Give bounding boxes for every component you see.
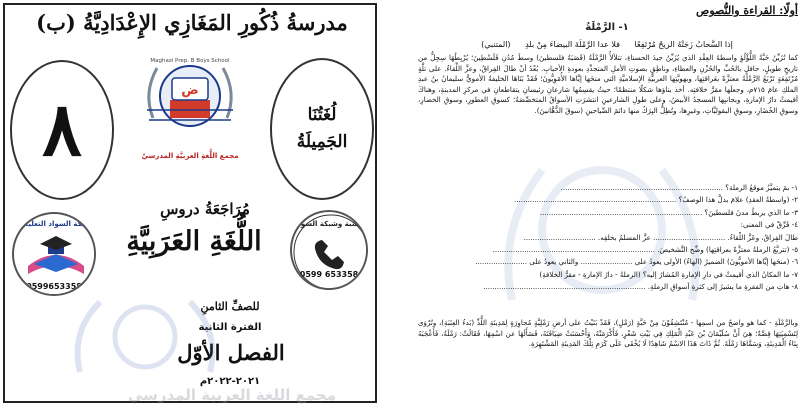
right-logo-text: مكتبة وشبكة السواد [294,220,364,228]
crest-top-text: Maghazi Prep. B Boys School [150,58,230,64]
language-badge [270,58,374,200]
class-label: للصفِّ الثامنِ [200,300,260,313]
cover-page [0,0,384,406]
question-item: ٥- (تتربَّعُ الرملةُ معتزَّةً بعراقتِها) وضِّح التَّشخيصَ. ........................................................................ [492,245,798,255]
question-item: ٢- (واسطةُ العقدِ) علامَ يدلُّ هذا الوصفُ؟ ........................................................................ [514,195,798,205]
poem-line [422,40,792,49]
bottom-paragraph: وبالرَّمْلَةِ - كما هو واضحٌ من اسمِها - مُنْتَشِقُوْنَ مِنْ حَبَّةٍ (رَمْلٍ)، فَقَدْ بَنَيْتُ على أرضِ رَمْلِيَّةٍ مُجاوِرَةٍ لِمَدِينَةِ اللُّدِّ (بَدءُ العِنَبَةِ)، وتُرْوَى لِتَسْمِيَتِهَا قِصَّةٌ؛ هِيَ أَنَّ سُلَيْمَانَ بْنَ عَبْدِ الْمَلِكِ فِي بَيْتِ شَعْرٍ، فَأَكْرَمَتْهُ، وَأَحْسَنَتْ ضِيَافَتَهُ، فَسَأَلَهَا عن اسْمِهَا، فَقَالَتْ: رَمْلَةُ، فَأَعْجَبَهُ بِنَاءُ الْمَدِينَةِ، وَسَمَّاهَا رَمْلَةَ. ثُمَّ ذَاتَ هَذَا الاسْمُ شَاهِدًا لَا يُخْفَى عَلَى كَرَمِ تِلْكَ المَدِينَةِ المَشْتَهِرَةِ. [418,318,798,349]
subject-title: اللُّغَةِ العَرَبِيَّةِ [126,226,262,257]
lesson-title: ١- الرَّمْلَةُ [585,22,629,33]
poet-name: (المتنبي) [481,40,511,49]
left-logo-phone: 0599653358 [26,282,82,291]
crest-caption: مجمع اللُّغةِ العربيَّةِ المدرسيّ [141,152,239,160]
poem-hemistich-1: إذا السَّحابُ زَجَتْهُ الريحُ مُرْتَفِعًا [634,40,733,49]
left-logo-text: شبكة السواد التعليمية [16,220,92,228]
question-item: ٣- ما الذي يربطُ مدنَ فلسطينَ؟ ........................................................................ [539,207,798,217]
question-item: ٦- (منحَها إيَّاها الأمويُّونَ) الضميرُ (الهاءُ) الأولى يعودُ على ....................... والثاني يعودُ على ....................... [475,257,798,267]
school-crest [135,48,245,160]
year-label: ٢٠٢١-٢٠٢٢م [199,376,261,387]
poem-hemistich-2: فلا عدا الرَّمْلَةَ البيضاءَ مِنْ بلدِ [525,40,620,49]
period-label: الفترة الثانية [198,322,262,333]
question-item: ١- بمَ يتميَّزُ موقعُ الرملة؟ ........................................................................ [560,183,798,192]
lesson-page [412,0,806,406]
crest-letter: ض [181,83,199,98]
section-title: أولًا: القراءة والنُّصوص [696,4,798,17]
question-item: ٤- فَرِّقْ في المعنى: [740,220,798,230]
library-logo-right [290,210,368,290]
network-logo-left [12,212,96,296]
grade-number: ٨ [42,87,82,173]
watermark-emblem-icon [70,292,220,382]
question-item: طالَ الفِراقُ، وعَزَّ اللِّقاءُ. ................................ عزَّ المسلمُ بخلقِه. ................................ [523,232,798,242]
lesson-paragraph: كما تُزَيِّنُ حَبَّةُ اللُّؤْلُؤِ واسطةَ العِقْدِ الذي يُزَيِّنُ جيدَ الحسناءِ، تتلألأُ الرَّمْلَةُ (قَصَبَةُ فلسطينَ) وسطَ مُدُنِ فَلَسْطِينَ؛ يُرْبِطُهَا سِجِلٌّ من تاريخٍ طويلٍ، حافلٍ بالحُبِّ والحُزْنِ والعطاءِ، وناطِقٍ بصوتِ الأملِ المتجدِّدِ بعودةِ الأحبابِ. بُعْدُ أنْ طالَ الفِراقُ، وعزَّ اللِّقاءُ. على تلَّةٍ مُرْتَفِعَةٍ تَرْبَعُ الرَّمْلَةُ معتزَّةً بعَراقتِها، وبهويَّتِها العربيَّةِ الإسلاميَّةِ التي منحَها إيَّاها الأُمَوِيُّونَ؛ فَقَدْ بَنَاهَا الخليفةُ الأمويُّ سليمانُ بنُ عبدِ الملكِ عامَ ٧١٥م، وجعلَها مقرَّ خلافتِه. أخذ بناؤها شكلًا منتظمًا؛ حيثُ يقسِمُها شارعانِ رئيسانِ يتقاطعانِ في مركزِ المدينةِ، وهناكَ أقيمتْ دارُ الإمارةِ، وبجانبِها المسجدُ الأبيضُ، وعلى طولِ الشارعينِ انتشرَتِ الأسواقُ المتخصِّصَةُ؛ كسوقِ العطورِ، وسوقِ الخضارِ، وسوقِ الخُضَارِ، وسوقِ البقوليَّاتِ، وغيرِها، وتُطِلُّ البِرَكُ منها دائمَ الصِّياحينِ (سوقَ الدُّهَّانينَ). [418,53,799,115]
cover-watermark: مجمع اللغة العربية المدرسي [127,386,336,404]
language-line-1: لُغَتُنَا [307,104,337,125]
term-label: الفصل الأوّل [177,340,285,365]
right-logo-phone: 0599 653358 [299,270,359,279]
crest-emblem-icon [135,48,245,148]
language-line-2: الجَمِيلَةُ [296,132,348,152]
question-list [418,182,798,294]
question-item: ٧- ما المكانُ الذي أُقيمتْ في دارِ الإمارةِ المُشارُ إليه؟ (الرملةُ - دارُ الإمارةِ - مقرُّ الخلافةِ) [539,269,798,279]
school-name: مدرسةُ ذُكُورِ المَغَازِي الإِعْدَادِيَّةُ (ب) [36,10,348,35]
question-item: ٨- هاتِ من الفقرةِ ما يشيرُ إلى كثرةِ أسواقِ الرملةِ. ........................................................................ [483,282,798,292]
grade-badge [10,60,114,200]
review-label: مُرَاجَعَةُ دروسِ [160,200,250,218]
